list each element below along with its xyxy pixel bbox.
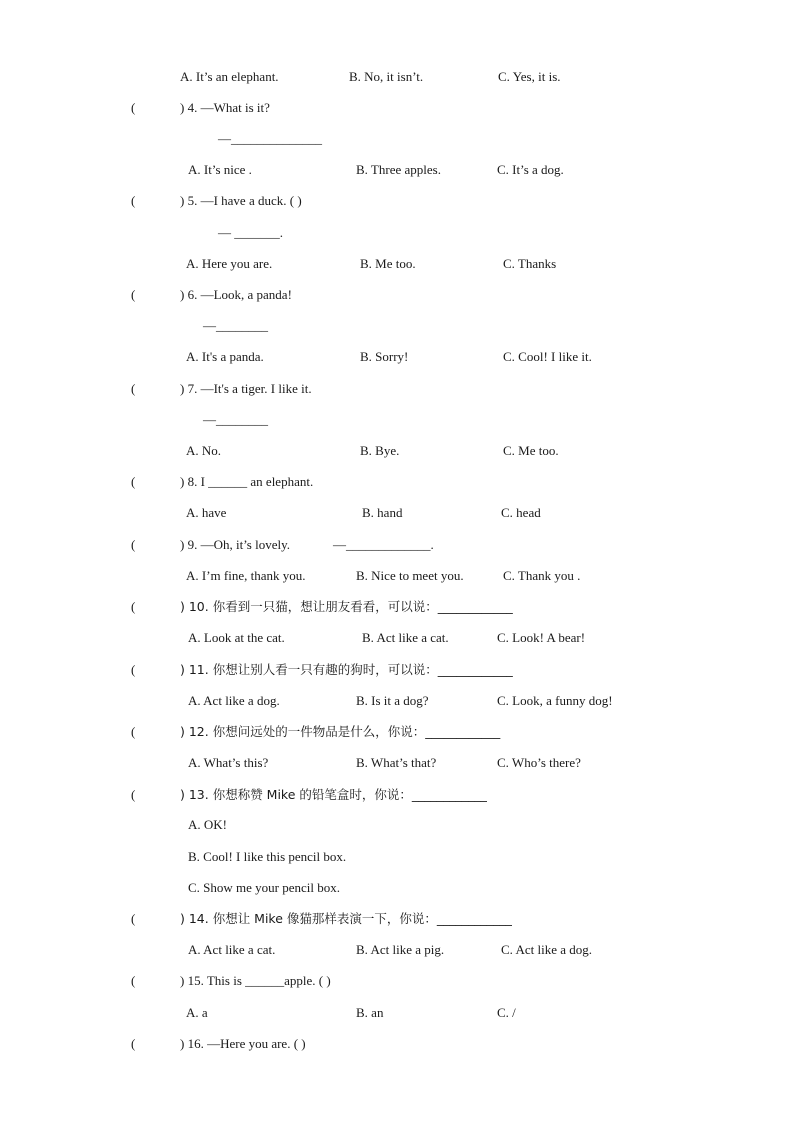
- q16-stem: ) 16. —Here you are. ( ): [180, 1036, 306, 1051]
- q8-stem: ) 8. I ______ an elephant.: [180, 474, 314, 489]
- q11-opt-b: B. Is it a dog?: [356, 693, 429, 708]
- q12-opt-a: A. What’s this?: [188, 755, 269, 770]
- q7-opt-c: C. Me too.: [503, 443, 559, 458]
- q10-stem: ) 10. 你看到一只猫，想让朋友看看，可以说：____________: [180, 599, 513, 614]
- q13-opt-c: C. Show me your pencil box.: [188, 880, 341, 895]
- q14-stem: ) 14. 你想让 Mike 像猫那样表演一下，你说：____________: [180, 911, 512, 926]
- answer-paren: (: [131, 193, 136, 208]
- answer-paren: (: [131, 381, 136, 396]
- q4-stem: ) 4. —What is it?: [180, 100, 270, 115]
- answer-paren: (: [131, 100, 136, 115]
- q7-stem: ) 7. —It's a tiger. I like it.: [180, 381, 312, 396]
- answer-paren: (: [131, 973, 136, 988]
- q11-opt-c: C. Look, a funny dog!: [497, 693, 613, 708]
- q7-opt-a: A. No.: [186, 443, 222, 458]
- answer-paren: (: [131, 1036, 136, 1051]
- q6-opt-c: C. Cool! I like it.: [503, 349, 592, 364]
- q15-stem: ) 15. This is ______apple. ( ): [180, 973, 331, 988]
- q8-opt-b: B. hand: [362, 505, 403, 520]
- q4-answer: —______________: [218, 131, 322, 146]
- answer-paren: (: [131, 662, 136, 677]
- answer-paren: (: [131, 537, 136, 552]
- q5-opt-c: C. Thanks: [503, 256, 557, 271]
- q12-stem: ) 12. 你想问远处的一件物品是什么，你说：____________: [180, 724, 501, 739]
- q10-opt-c: C. Look! A bear!: [497, 630, 586, 645]
- q13-opt-a: A. OK!: [188, 817, 227, 832]
- q3-opt-a: A. It’s an elephant.: [180, 69, 279, 84]
- q5-answer: — _______.: [218, 225, 283, 240]
- q14-opt-b: B. Act like a pig.: [356, 942, 445, 957]
- q6-stem: ) 6. —Look, a panda!: [180, 287, 292, 302]
- q8-opt-a: A. have: [186, 505, 227, 520]
- answer-paren: (: [131, 911, 136, 926]
- q14-opt-c: C. Act like a dog.: [501, 942, 592, 957]
- answer-paren: (: [131, 787, 136, 802]
- q8-opt-c: C. head: [501, 505, 541, 520]
- q15-opt-a: A. a: [186, 1005, 208, 1020]
- q4-opt-a: A. It’s nice .: [188, 162, 252, 177]
- q12-opt-c: C. Who’s there?: [497, 755, 581, 770]
- q13-opt-b: B. Cool! I like this pencil box.: [188, 849, 347, 864]
- q9-opt-c: C. Thank you .: [503, 568, 581, 583]
- q9-stem: ) 9. —Oh, it’s lovely.: [180, 537, 291, 552]
- q15-opt-b: B. an: [356, 1005, 384, 1020]
- q9-answer: —_____________.: [333, 537, 434, 552]
- q9-opt-b: B. Nice to meet you.: [356, 568, 464, 583]
- q14-opt-a: A. Act like a cat.: [188, 942, 276, 957]
- q15-opt-c: C. /: [497, 1005, 516, 1020]
- q4-opt-b: B. Three apples.: [356, 162, 441, 177]
- q11-opt-a: A. Act like a dog.: [188, 693, 280, 708]
- q7-answer: —________: [203, 412, 268, 427]
- q5-opt-a: A. Here you are.: [186, 256, 273, 271]
- q4-opt-c: C. It’s a dog.: [497, 162, 564, 177]
- q5-stem: ) 5. —I have a duck. ( ): [180, 193, 302, 208]
- q10-opt-a: A. Look at the cat.: [188, 630, 285, 645]
- q6-opt-b: B. Sorry!: [360, 349, 409, 364]
- q12-opt-b: B. What’s that?: [356, 755, 437, 770]
- q13-stem: ) 13. 你想称赞 Mike 的铅笔盒时，你说：____________: [180, 787, 487, 802]
- answer-paren: (: [131, 724, 136, 739]
- q11-stem: ) 11. 你想让别人看一只有趣的狗时，可以说：____________: [180, 662, 513, 677]
- answer-paren: (: [131, 287, 136, 302]
- q6-opt-a: A. It's a panda.: [186, 349, 264, 364]
- answer-paren: (: [131, 599, 136, 614]
- q5-opt-b: B. Me too.: [360, 256, 416, 271]
- q7-opt-b: B. Bye.: [360, 443, 400, 458]
- q9-opt-a: A. I’m fine, thank you.: [186, 568, 306, 583]
- q3-opt-b: B. No, it isn’t.: [349, 69, 424, 84]
- q10-opt-b: B. Act like a cat.: [362, 630, 449, 645]
- answer-paren: (: [131, 474, 136, 489]
- q6-answer: —________: [203, 318, 268, 333]
- q3-opt-c: C. Yes, it is.: [498, 69, 561, 84]
